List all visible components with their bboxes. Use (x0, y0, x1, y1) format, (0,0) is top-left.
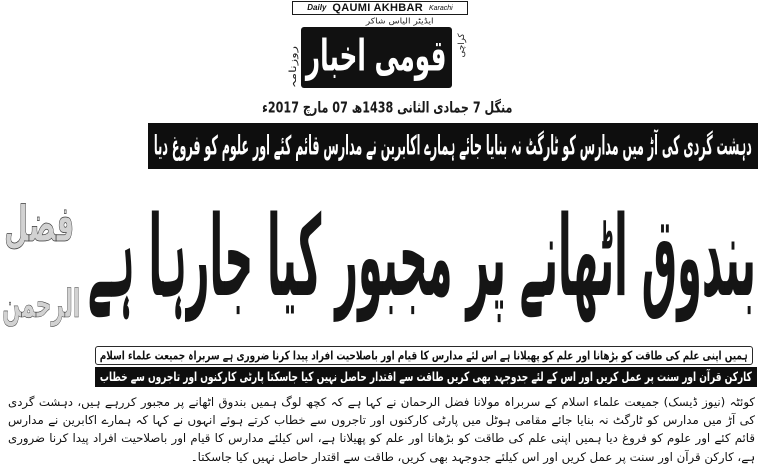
subhead-1-box (95, 346, 753, 365)
main-headline: بندوق اٹھانے پر مجبور کیا جارہا ہے (88, 194, 756, 324)
story-body: کوئٹہ (نیوز ڈیسک) جمیعت علماء اسلام کے سربراہ مولانا فضل الرحمان نے کہا ہے کہ کچھ لوگ ہمیں بندوق اٹھانے پر مجبور کررہے ہیں، دہشت گردی کی آڑ میں مدارس کو ٹارگٹ نہ بنایا جائے مقامی ہوٹل میں پارٹی کارکنوں اور تاجروں سے خطاب کرتے ہوئے انہوں نے کہا کہ ہمارے اکابرین نے مدارس قائم کئے اور علوم کو فروغ دیا ہمیں اپنی علم کی طاقت کو بڑھانا اور علم کو پھیلانا ہے، اس کیلئے مدارس کا قیام اور باصلاحیت افراد پیدا کرنا ضروری ہے، کارکن قرآن اور سنت پر عمل کریں اور اس کیلئے جدوجہد بھی کریں، طاقت سے اقتدار حاصل نہیں کیا جاسکتا۔ (8, 395, 755, 464)
speaker-name-line-2-frame (2, 266, 80, 342)
subhead-1-frame (100, 348, 748, 363)
speaker-name-line-2: الرحمن (1, 281, 80, 327)
masthead-daily-label: Daily (307, 3, 327, 12)
masthead-english-title (292, 1, 468, 15)
masthead-logo-frame (306, 30, 447, 85)
masthead-city-label: Karachi (428, 4, 453, 12)
subhead-1: ہمیں اپنی علم کی طاقت کو بڑھانا اور علم کو پھیلانا ہے اس لئے مدارس کا قیام اور باصلاحیت افراد پیدا کرنا ضروری ہے سربراہ جمیعت علماء اسلام (100, 348, 748, 363)
masthead-city-urdu-frame (456, 34, 467, 58)
top-banner (148, 123, 758, 169)
masthead-city-urdu: کراچی (455, 33, 467, 58)
subhead-2: کارکن قرآن اور سنت پر عمل کریں اور اس کے لئے جدوجہد بھی کریں طاقت سے اقتدار حاصل نہیں کیا جاسکتا پارٹی کارکنوں اور تاجروں سے خطاب (100, 369, 752, 385)
subhead-2-frame (100, 369, 752, 385)
masthead-roznama: روزنامہ (287, 46, 299, 89)
headline-frame (88, 180, 756, 338)
top-banner-frame (154, 126, 752, 166)
masthead-editor-frame (366, 16, 434, 26)
subhead-2-band (95, 367, 757, 387)
masthead-roznama-frame (287, 46, 299, 88)
masthead-paper-name: QAUMI AKHBAR (332, 1, 423, 14)
masthead-editor: ایڈیٹر الیاس شاکر (366, 16, 434, 26)
speaker-name-line-1: فضل (3, 196, 74, 254)
masthead-logo (301, 27, 452, 88)
banner-text: دہشت گردی کی آڑ میں مدارس کو ٹارگٹ نہ بنایا جائے ہمارے اکابرین نے مدارس قائم کئے اور علوم کو فروغ دیا (154, 129, 752, 162)
date-line: منگل 7 جمادی الثانی 1438ھ 07 مارچ 2017ء (261, 98, 512, 117)
masthead-logo-text: قومی اخبار (306, 31, 447, 83)
speaker-name-line-1-frame (4, 194, 74, 256)
date-line-frame (262, 98, 512, 117)
